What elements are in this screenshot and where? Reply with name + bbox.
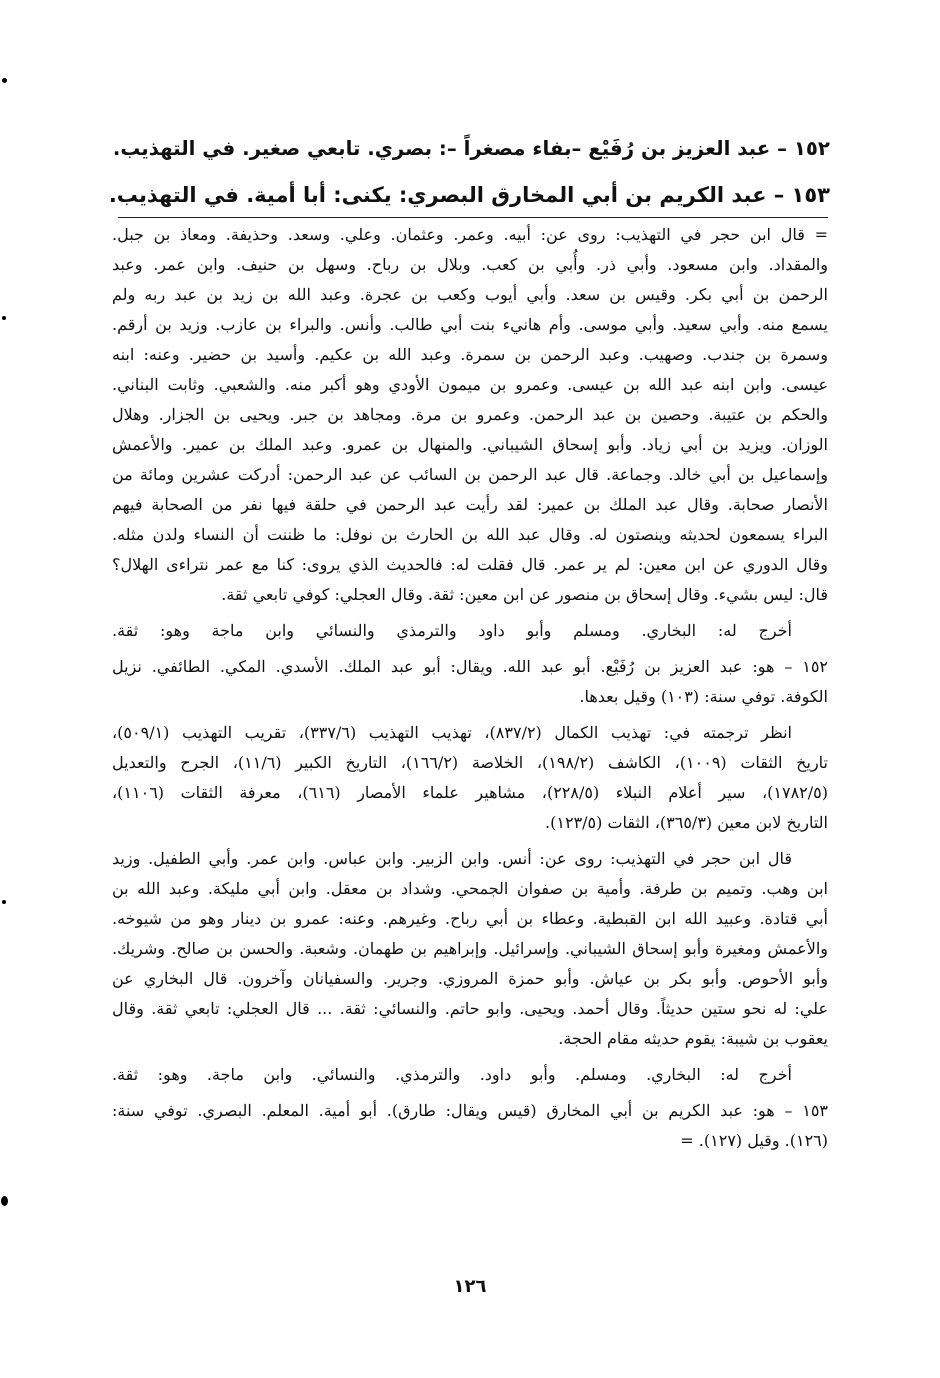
footnote-line: الأنصار صحابة. وقال عبد الملك بن عمير: لقد رأيت عبد الرحمن في حلقة فيها نفر من الصحابة فيهم: [112, 495, 828, 514]
footnote-line: وقال الدوري عن ابن معين: لم ير عمر. قال فقلت له: فالحديث الذي يروى: كنا مع عمر نتراءى الهلال؟: [112, 555, 828, 574]
scan-speck: [2, 900, 6, 904]
footnote-line: قال: ليس بشيء. وقال إسحاق بن منصور عن ابن معين: ثقة. وقال العجلي: كوفي تابعي ثقة.: [221, 585, 828, 604]
footnote-line: (١٢٦). وقيل (١٢٧). =: [680, 1131, 828, 1150]
scan-speck: [1, 1196, 8, 1206]
page-number: ١٢٦: [453, 1276, 487, 1297]
footnote-line: (١٧٨٢/٥)، سير أعلام النبلاء (٢٢٨/٥)، مشاهير علماء الأمصار (٦١٦)، معرفة الثقات (١١٠٦)،: [112, 783, 828, 802]
footnote-line: وأبو الأحوص. وأبو بكر بن عياش. وأبو حمزة المروزي. وجرير. والسفيانان وآخرون. قال البخاري عن: [112, 969, 828, 988]
footnote-line: تاريخ الثقات (١٠٠٩)، الكاشف (١٩٨/٢)، الخلاصة (١٦٦/٢)، التاريخ الكبير (١١/٦)، الجرح والتعديل: [112, 753, 829, 772]
footnote-divider: [118, 217, 828, 218]
footnote-line: أخرج له: البخاري. ومسلم وأبو داود والترمذي والنسائي وابن ماجة وهو: ثقة.: [112, 621, 792, 640]
footnote-line: أبي قتادة. وعبيد الله ابن القبطية. وعطاء بن أبي رباح. وغيرهم. وعنه: عمرو بن دينار وهو من شيوخه.: [112, 909, 828, 928]
footnote-line: يسمع منه. وأبي سعيد. وأبي موسى. وأم هانيء بنت أبي طالب. وأنس. والبراء بن عازب. وزيد بن أرقم.: [112, 315, 828, 334]
footnote-line: يعقوب بن شيبة: يقوم حديثه مقام الحجة.: [558, 1029, 828, 1048]
scan-speck: [2, 78, 7, 83]
footnote-line: قال ابن حجر في التهذيب: روى عن: أنس. وابن الزبير. وابن عباس. وابن عمر. وأبي الطفيل. وزيد: [112, 849, 792, 868]
entry-heading-153: ١٥٣ – عبد الكريم بن أبي المخارق البصري: يكنى: أبا أمية. في التهذيب.: [108, 183, 830, 207]
footnote-line: ١٥٢ – هو: عبد العزيز بن رُفَيْع. أبو عبد الله. ويقال: أبو عبد الملك. الأسدي. المكي. الطائفي. نزيل: [112, 657, 828, 676]
footnote-line: وسمرة بن جندب. وصهيب. وعبد الرحمن بن سمرة. وعبد الله بن عكيم. وأسيد بن حضير. وعنه: ابنه: [112, 345, 828, 364]
entry-heading-152: ١٥٢ – عبد العزيز بن رُفَيْع –بفاء مصغراً –: بصري. تابعي صغير. في التهذيب.: [112, 137, 830, 160]
footnote-line: الرحمن بن أبي بكر. وقيس بن سعد. وأبي أيوب وكعب بن عجرة. وعبد الله بن زيد بن عبد ربه ولم: [112, 285, 828, 304]
footnote-line: والحكم بن عتيبة. وحصين بن عبد الرحمن. وعمرو بن مرة. ومجاهد بن جبر. ويحيى بن الجزار. وهلال: [112, 405, 828, 424]
footnote-line: والمقداد. وابن مسعود. وأبي ذر. وأُبي بن كعب. وبلال بن رباح. وسهل بن حنيف. وابن عمر. وعبد: [112, 255, 828, 274]
footnote-line: البراء يسمعون لحديثه وينصتون له. وقال عبد الله بن الحارث بن نوفل: ما ظننت أن النساء ولدن مثله.: [112, 525, 828, 544]
footnotes: [112, 220, 828, 1156]
footnote-line: = قال ابن حجر في التهذيب: روى عن: أبيه. وعمر. وعثمان. وعلي. وسعد. وحذيفة. ومعاذ بن جبل.: [112, 225, 828, 244]
footnote-line: ١٥٣ – هو: عبد الكريم بن أبي المخارق (قيس ويقال: طارق). أبو أمية. المعلم. البصري. توفي سنة:: [112, 1101, 828, 1120]
footnote-line: وإسماعيل بن أبي خالد. وجماعة. قال عبد الرحمن بن السائب عن عبد الرحمن: أدركت عشرين ومائة من: [112, 465, 828, 484]
entry-headings: [110, 125, 830, 219]
footnote-line: الكوفة. توفي سنة: (١٠٣) وقيل بعدها.: [579, 687, 828, 706]
footnote-line: علي: له نحو ستين حديثاً. وقال أحمد. ويحيى. وابو حاتم. والنسائي: ثقة. ... قال العجلي: تابعي ثقة. وقال: [112, 999, 828, 1018]
footnote-line: انظر ترجمته في: تهذيب الكمال (٨٣٧/٢)، تهذيب التهذيب (٣٣٧/٦)، تقريب التهذيب (٥٠٩/١)،: [112, 723, 792, 742]
footnote-line: عيسى. وابن ابنه عبد الله بن عيسى. وعمرو بن ميمون الأودي وهو أكبر منه. والشعبي. وثابت البناني.: [112, 375, 828, 394]
footnote-line: الوزان. ويزيد بن أبي زياد. وأبو إسحاق الشيباني. والمنهال بن عمرو. وعبد الملك بن عمير. والأعمش: [112, 435, 828, 454]
footnote-line: أخرج له: البخاري. ومسلم. وأبو داود. والترمذي. والنسائي. وابن ماجة. وهو: ثقة.: [112, 1065, 792, 1084]
footnote-line: ابن وهب. وتميم بن طرفة. وأمية بن صفوان الجمحي. وشداد بن معقل. وابن أبي مليكة. وعبد الله بن: [112, 879, 828, 898]
footnote-line: التاريخ لابن معين (٣٦٥/٣)، الثقات (١٢٣/٥).: [545, 813, 828, 832]
scan-speck: [2, 316, 6, 320]
footnote-line: والأعمش ومغيرة وأبو إسحاق الشيباني. وإسرائيل. وإبراهيم بن طهمان. وشعبة. والحسن بن صالح. وشريك.: [112, 939, 828, 958]
